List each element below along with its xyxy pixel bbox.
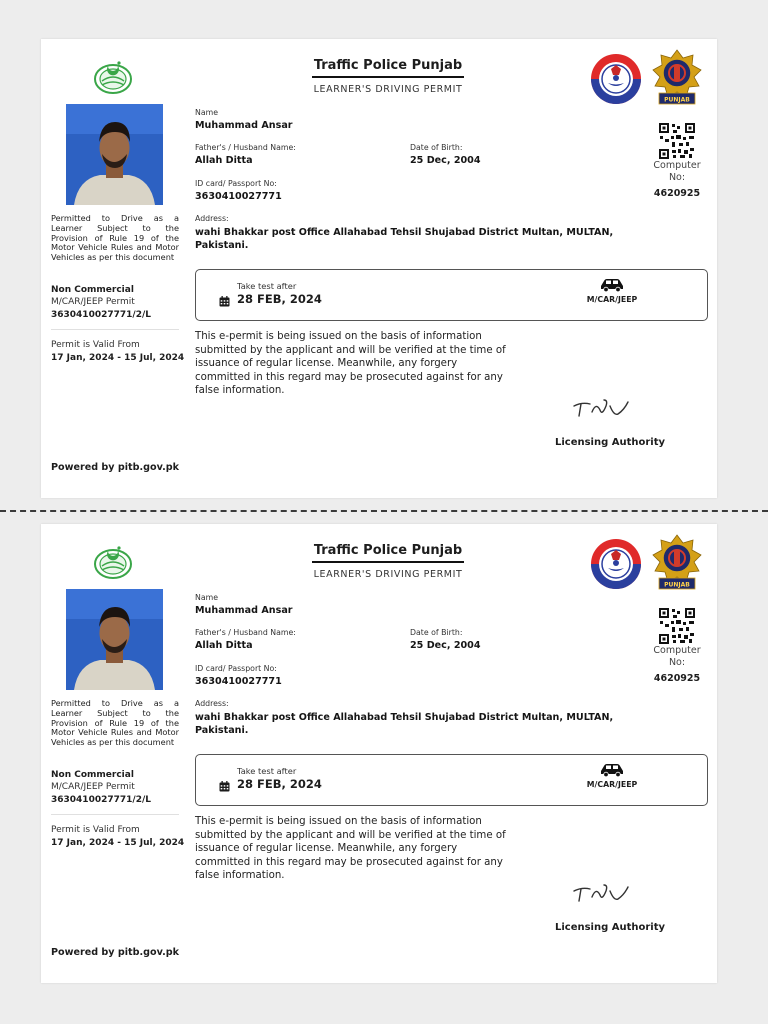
- address-label: Address:: [195, 699, 229, 708]
- disclaimer-text: This e-permit is being issued on the basis of information submitted by the applicant and will be verified at the time of issuance of regular license. Meanwhile, any forgery committed in this regard may be prosecuted against for any false information.: [195, 331, 506, 396]
- permit-number: 3630410027771/2/L: [51, 795, 151, 805]
- left-divider: [51, 814, 179, 815]
- computer-number: 4620925: [653, 188, 701, 199]
- title-underline: [312, 76, 464, 78]
- dob-label: Date of Birth:: [410, 143, 463, 152]
- father-name: Allah Ditta: [195, 155, 253, 166]
- computer-number-label: Computer No:: [653, 645, 701, 668]
- permit-vehicle-type: M/CAR/JEEP Permit: [51, 782, 135, 792]
- validity-range: 17 Jan, 2024 - 15 Jul, 2024: [51, 353, 185, 363]
- address: wahi Bhakkar post Office Allahabad Tehsil Shujabad District Multan, MULTAN, Pakistani.: [195, 227, 614, 251]
- holder-name: Muhammad Ansar: [195, 120, 293, 131]
- validity-label: Permit is Valid From: [51, 825, 140, 835]
- document-subtitle: LEARNER'S DRIVING PERMIT: [313, 84, 463, 95]
- date-of-birth: 25 Dec, 2004: [410, 155, 481, 166]
- powered-by: Powered by pitb.gov.pk: [51, 462, 179, 473]
- test-date: 28 FEB, 2024: [237, 777, 322, 791]
- title-underline: [312, 561, 464, 563]
- document-subtitle: LEARNER'S DRIVING PERMIT: [313, 569, 463, 580]
- licensing-authority: Licensing Authority: [554, 922, 666, 933]
- qr-code-icon: [659, 123, 695, 159]
- test-date: 28 FEB, 2024: [237, 292, 322, 306]
- id-card-label: ID card/ Passport No:: [195, 664, 277, 673]
- traffic-police-badge: [652, 534, 702, 592]
- holder-photo: [66, 589, 163, 690]
- address-label: Address:: [195, 214, 229, 223]
- punjab-government-logo: [93, 57, 133, 95]
- vehicle-category: M/CAR/JEEP: [586, 780, 638, 789]
- permit-conditions-note: Permitted to Drive as a Learner Subject to the Provision of Rule 19 of the Motor Vehicle Rules and Motor Vehicles as per this document: [51, 213, 179, 263]
- document-title: Traffic Police Punjab: [313, 58, 463, 73]
- calendar-icon: [219, 781, 230, 792]
- punjab-police-logo: [590, 53, 642, 105]
- computer-number: 4620925: [653, 673, 701, 684]
- test-after-label: Take test after: [237, 281, 297, 291]
- car-icon: [599, 278, 625, 292]
- computer-number-label: Computer No:: [653, 160, 701, 183]
- qr-code-icon: [659, 608, 695, 644]
- holder-name: Muhammad Ansar: [195, 605, 293, 616]
- id-card-label: ID card/ Passport No:: [195, 179, 277, 188]
- authority-signature: [570, 396, 642, 422]
- test-after-label: Take test after: [237, 766, 297, 776]
- powered-by: Powered by pitb.gov.pk: [51, 947, 179, 958]
- id-card-number: 3630410027771: [195, 191, 282, 202]
- left-divider: [51, 329, 179, 330]
- cut-line-divider: [0, 510, 768, 512]
- father-name-label: Father's / Husband Name:: [195, 143, 296, 152]
- permit-card-bottom: [41, 524, 717, 983]
- disclaimer-text: This e-permit is being issued on the basis of information submitted by the applicant and will be verified at the time of issuance of regular license. Meanwhile, any forgery committed in this regard may be prosecuted against for any false information.: [195, 816, 506, 881]
- licensing-authority: Licensing Authority: [554, 437, 666, 448]
- name-label: Name: [195, 593, 219, 602]
- name-label: Name: [195, 108, 219, 117]
- address: wahi Bhakkar post Office Allahabad Tehsil Shujabad District Multan, MULTAN, Pakistani.: [195, 712, 614, 736]
- car-icon: [599, 763, 625, 777]
- traffic-police-badge: [652, 49, 702, 107]
- commercial-status: Non Commercial: [51, 770, 134, 780]
- permit-card-top: [41, 39, 717, 498]
- permit-number: 3630410027771/2/L: [51, 310, 151, 320]
- punjab-government-logo: [93, 542, 133, 580]
- commercial-status: Non Commercial: [51, 285, 134, 295]
- holder-photo: [66, 104, 163, 205]
- svg-text:PUNJAB: PUNJAB: [664, 581, 690, 589]
- document-title: Traffic Police Punjab: [313, 543, 463, 558]
- svg-text:PUNJAB: PUNJAB: [664, 96, 690, 104]
- permit-conditions-note: Permitted to Drive as a Learner Subject to the Provision of Rule 19 of the Motor Vehicle Rules and Motor Vehicles as per this document: [51, 698, 179, 748]
- father-name-label: Father's / Husband Name:: [195, 628, 296, 637]
- calendar-icon: [219, 296, 230, 307]
- dob-label: Date of Birth:: [410, 628, 463, 637]
- punjab-police-logo: [590, 538, 642, 590]
- validity-label: Permit is Valid From: [51, 340, 140, 350]
- date-of-birth: 25 Dec, 2004: [410, 640, 481, 651]
- validity-range: 17 Jan, 2024 - 15 Jul, 2024: [51, 838, 185, 848]
- permit-vehicle-type: M/CAR/JEEP Permit: [51, 297, 135, 307]
- authority-signature: [570, 881, 642, 907]
- vehicle-category: M/CAR/JEEP: [586, 295, 638, 304]
- father-name: Allah Ditta: [195, 640, 253, 651]
- id-card-number: 3630410027771: [195, 676, 282, 687]
